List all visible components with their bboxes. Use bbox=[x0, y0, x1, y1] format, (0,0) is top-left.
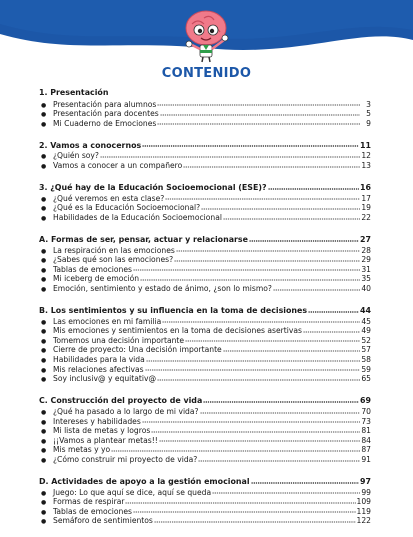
page-title: CONTENIDO bbox=[161, 66, 252, 81]
toc-entry-page: 3 bbox=[366, 99, 371, 109]
toc-entry-label: Juego: Lo que aquí se dice, aquí se queda bbox=[53, 487, 212, 497]
bullet-icon: ● bbox=[41, 195, 47, 203]
dot-leader bbox=[223, 213, 360, 221]
toc-entry-page: 49 bbox=[361, 326, 371, 336]
toc-section-heading[interactable] bbox=[39, 395, 371, 406]
toc-entry[interactable] bbox=[39, 496, 371, 506]
bullet-icon: ● bbox=[41, 266, 47, 274]
dot-leader bbox=[162, 317, 360, 325]
toc-entry-label: Tablas de emociones bbox=[53, 506, 132, 516]
toc-entry[interactable] bbox=[39, 254, 371, 264]
toc-section bbox=[39, 476, 371, 525]
table-of-contents bbox=[39, 88, 371, 537]
dot-leader bbox=[154, 516, 356, 524]
dot-leader bbox=[251, 477, 359, 485]
toc-entry-page: 31 bbox=[361, 264, 371, 274]
bullet-icon: ● bbox=[41, 205, 47, 213]
bullet-icon: ● bbox=[41, 518, 47, 526]
toc-entry[interactable] bbox=[39, 273, 371, 283]
toc-entry[interactable] bbox=[39, 335, 371, 345]
toc-entry-label: ¿Sabes qué son las emociones? bbox=[53, 255, 174, 265]
toc-entry[interactable] bbox=[39, 316, 371, 326]
toc-entry[interactable] bbox=[39, 425, 371, 435]
dot-leader bbox=[176, 246, 360, 254]
toc-entry[interactable] bbox=[39, 406, 371, 416]
toc-entry-page: 91 bbox=[361, 454, 371, 464]
toc-entry-page: 19 bbox=[361, 203, 371, 213]
toc-entry-label: Habilidades para la vida bbox=[53, 355, 145, 365]
bullet-icon: ● bbox=[41, 276, 47, 284]
toc-entry[interactable] bbox=[39, 364, 371, 374]
toc-entry[interactable] bbox=[39, 435, 371, 445]
bullet-icon: ● bbox=[41, 120, 47, 128]
toc-entry-page: 28 bbox=[361, 245, 371, 255]
toc-heading-label: C. Construcción del proyecto de vida bbox=[39, 396, 203, 406]
bullet-icon: ● bbox=[41, 428, 47, 436]
dot-leader bbox=[157, 119, 360, 127]
toc-entry-page: 58 bbox=[361, 355, 371, 365]
dot-leader bbox=[111, 445, 360, 453]
toc-entry-label: Mi iceberg de emoción bbox=[53, 274, 140, 284]
toc-entry-page: 9 bbox=[366, 118, 371, 128]
toc-entry-label: Mi Cuaderno de Emociones bbox=[53, 118, 157, 128]
toc-entry-label: ¿Quién soy? bbox=[53, 151, 99, 161]
bullet-icon: ● bbox=[41, 499, 47, 507]
dot-leader bbox=[268, 183, 359, 191]
toc-heading-label: 2. Vamos a conocernos bbox=[39, 140, 142, 150]
dot-leader bbox=[140, 274, 360, 282]
dot-leader bbox=[249, 235, 359, 243]
dot-leader bbox=[223, 345, 360, 353]
bullet-icon: ● bbox=[41, 366, 47, 374]
toc-entry[interactable] bbox=[39, 118, 371, 128]
toc-entry-label: Tomemos una decisión importante bbox=[53, 335, 185, 345]
toc-section bbox=[39, 305, 371, 383]
toc-entry-label: Presentación para alumnos bbox=[53, 99, 157, 109]
dot-leader bbox=[151, 426, 360, 434]
toc-entry[interactable] bbox=[39, 160, 371, 170]
toc-section-heading[interactable] bbox=[39, 182, 371, 193]
toc-heading-page: 97 bbox=[360, 477, 371, 486]
dot-leader bbox=[308, 306, 359, 314]
dot-leader bbox=[160, 109, 360, 117]
toc-entry-page: 12 bbox=[361, 151, 371, 161]
toc-section bbox=[39, 234, 371, 293]
dot-leader bbox=[125, 497, 355, 505]
toc-section bbox=[39, 140, 371, 170]
dot-leader bbox=[159, 436, 360, 444]
toc-entry[interactable] bbox=[39, 108, 371, 118]
toc-section-heading[interactable] bbox=[39, 88, 371, 99]
dot-leader bbox=[145, 365, 360, 373]
toc-entry-page: 29 bbox=[361, 255, 371, 265]
dot-leader bbox=[303, 326, 360, 334]
toc-entry-page: 65 bbox=[361, 374, 371, 384]
bullet-icon: ● bbox=[41, 447, 47, 455]
toc-entry-page: 81 bbox=[361, 426, 371, 436]
toc-section-heading[interactable] bbox=[39, 140, 371, 151]
toc-entry-page: 57 bbox=[361, 345, 371, 355]
dot-leader bbox=[157, 374, 360, 382]
toc-entry-label: La respiración en las emociones bbox=[53, 245, 175, 255]
toc-heading-label: D. Actividades de apoyo a la gestión emocional bbox=[39, 477, 250, 486]
bullet-icon: ● bbox=[41, 418, 47, 426]
toc-entry-page: 109 bbox=[356, 497, 371, 507]
toc-heading-page: 11 bbox=[360, 140, 371, 150]
toc-entry-label: ¿Qué ha pasado a lo largo de mi vida? bbox=[53, 406, 199, 416]
dot-leader bbox=[198, 455, 360, 463]
toc-entry[interactable] bbox=[39, 506, 371, 516]
bullet-icon: ● bbox=[41, 153, 47, 161]
dot-leader bbox=[273, 284, 360, 292]
toc-entry-label: Mi lista de metas y logros bbox=[53, 426, 151, 436]
toc-entry-page: 13 bbox=[361, 161, 371, 171]
toc-entry-page: 52 bbox=[361, 335, 371, 345]
toc-entry-label: Mis emociones y sentimientos en la toma de decisiones asertivas bbox=[53, 326, 302, 336]
toc-section bbox=[39, 88, 371, 127]
toc-section-heading[interactable] bbox=[39, 234, 371, 245]
bullet-icon: ● bbox=[41, 328, 47, 336]
toc-entry-label: Soy inclusiv@ y equitativ@ bbox=[53, 374, 157, 384]
toc-entry-label: Tablas de emociones bbox=[53, 264, 132, 274]
toc-section-heading[interactable] bbox=[39, 305, 371, 316]
dot-leader bbox=[165, 194, 360, 202]
toc-entry[interactable] bbox=[39, 283, 371, 293]
dot-leader bbox=[203, 396, 359, 404]
toc-entry[interactable] bbox=[39, 193, 371, 203]
toc-entry-label: ¿Qué veremos en esta clase? bbox=[53, 193, 165, 203]
toc-entry-page: 122 bbox=[356, 516, 371, 526]
toc-entry[interactable] bbox=[39, 325, 371, 335]
dot-leader bbox=[183, 161, 360, 169]
toc-entry[interactable] bbox=[39, 245, 371, 255]
toc-heading-page: 44 bbox=[360, 306, 371, 316]
toc-entry[interactable] bbox=[39, 454, 371, 464]
bullet-icon: ● bbox=[41, 489, 47, 497]
toc-entry-label: Formas de respirar bbox=[53, 497, 125, 507]
toc-entry-page: 73 bbox=[361, 416, 371, 426]
toc-entry[interactable] bbox=[39, 99, 371, 109]
toc-entry[interactable] bbox=[39, 344, 371, 354]
toc-entry[interactable] bbox=[39, 373, 371, 383]
bullet-icon: ● bbox=[41, 408, 47, 416]
dot-leader bbox=[200, 407, 360, 415]
toc-entry[interactable] bbox=[39, 354, 371, 364]
toc-entry[interactable] bbox=[39, 515, 371, 525]
dot-leader bbox=[212, 488, 360, 496]
toc-entry-label: Semáforo de sentimientos bbox=[53, 516, 153, 526]
bullet-icon: ● bbox=[41, 376, 47, 384]
toc-heading-label: 1. Presentación bbox=[39, 88, 109, 97]
bullet-icon: ● bbox=[41, 111, 47, 119]
toc-entry-page: 5 bbox=[366, 109, 371, 119]
toc-heading-label: A. Formas de ser, pensar, actuar y relacionarse bbox=[39, 235, 248, 245]
bullet-icon: ● bbox=[41, 247, 47, 255]
toc-heading-page: 69 bbox=[360, 396, 371, 406]
dot-leader bbox=[201, 203, 360, 211]
dot-leader bbox=[185, 336, 360, 344]
toc-entry-page: 119 bbox=[356, 506, 371, 516]
toc-entry-label: Mis relaciones afectivas bbox=[53, 364, 144, 374]
toc-entry[interactable] bbox=[39, 212, 371, 222]
brain-mascot-icon bbox=[174, 6, 238, 64]
bullet-icon: ● bbox=[41, 286, 47, 293]
dot-leader bbox=[133, 265, 360, 273]
toc-entry-page: 84 bbox=[361, 435, 371, 445]
bullet-icon: ● bbox=[41, 101, 47, 109]
toc-entry-label: ¿Cómo construir mi proyecto de vida? bbox=[53, 454, 198, 464]
bullet-icon: ● bbox=[41, 214, 47, 222]
bullet-icon: ● bbox=[41, 318, 47, 326]
toc-entry[interactable] bbox=[39, 487, 371, 497]
dot-leader bbox=[174, 255, 360, 263]
toc-section bbox=[39, 182, 371, 221]
toc-entry-page: 40 bbox=[361, 284, 371, 293]
toc-entry[interactable] bbox=[39, 202, 371, 212]
toc-entry-label: Mis metas y yo bbox=[53, 445, 111, 455]
dot-leader bbox=[142, 141, 359, 149]
toc-heading-page: 27 bbox=[360, 235, 371, 245]
bullet-icon: ● bbox=[41, 456, 47, 464]
bullet-icon: ● bbox=[41, 347, 47, 355]
toc-entry-page: 70 bbox=[361, 406, 371, 416]
toc-section bbox=[39, 395, 371, 463]
toc-entry-page: 87 bbox=[361, 445, 371, 455]
bullet-icon: ● bbox=[41, 337, 47, 345]
toc-entry-label: Habilidades de la Educación Socioemocional bbox=[53, 212, 222, 222]
toc-entry-label: Emoción, sentimiento y estado de ánimo, ¿son lo mismo? bbox=[53, 284, 272, 293]
toc-entry-label: ¿Qué es la Educación Socioemocional? bbox=[53, 203, 201, 213]
toc-heading-label: B. Los sentimientos y su influencia en la toma de decisiones bbox=[39, 306, 308, 316]
toc-heading-page: 16 bbox=[360, 183, 371, 193]
dot-leader bbox=[100, 151, 360, 159]
toc-entry[interactable] bbox=[39, 444, 371, 454]
toc-heading-label: 3. ¿Qué hay de la Educación Socioemocional (ESE)? bbox=[39, 183, 267, 193]
toc-entry-label: Vamos a conocer a un compañero bbox=[53, 161, 183, 171]
toc-entry-page: 22 bbox=[361, 212, 371, 222]
toc-entry[interactable] bbox=[39, 416, 371, 426]
dot-leader bbox=[146, 355, 360, 363]
toc-entry-label: Presentación para docentes bbox=[53, 109, 159, 119]
toc-entry-page: 59 bbox=[361, 364, 371, 374]
bullet-icon: ● bbox=[41, 437, 47, 445]
toc-entry-label: Cierre de proyecto: Una decisión importante bbox=[53, 345, 222, 355]
toc-entry-page: 45 bbox=[361, 316, 371, 326]
dot-leader bbox=[142, 417, 360, 425]
toc-entry-page: 35 bbox=[361, 274, 371, 284]
toc-entry[interactable] bbox=[39, 150, 371, 160]
bullet-icon: ● bbox=[41, 357, 47, 365]
bullet-icon: ● bbox=[41, 508, 47, 516]
dot-leader bbox=[133, 507, 356, 515]
toc-entry-label: Intereses y habilidades bbox=[53, 416, 141, 426]
dot-leader bbox=[157, 100, 360, 108]
toc-section-heading[interactable] bbox=[39, 476, 371, 487]
bullet-icon: ● bbox=[41, 163, 47, 171]
toc-entry[interactable] bbox=[39, 264, 371, 274]
toc-entry-page: 99 bbox=[361, 487, 371, 497]
bullet-icon: ● bbox=[41, 257, 47, 265]
toc-entry-label: Las emociones en mi familia bbox=[53, 316, 162, 326]
toc-entry-label: ¡¡Vamos a plantear metas!! bbox=[53, 435, 158, 445]
toc-entry-page: 17 bbox=[361, 193, 371, 203]
